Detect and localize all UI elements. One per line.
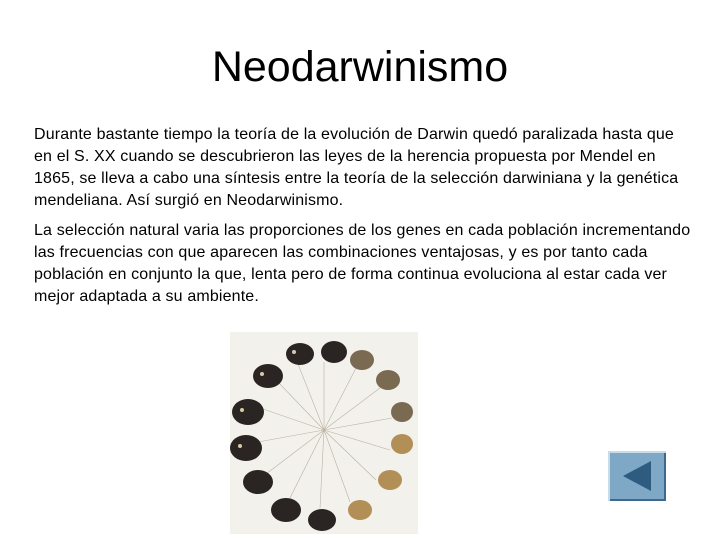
back-button[interactable]	[608, 451, 666, 501]
paragraph-1: Durante bastante tiempo la teoría de la evolución de Darwin quedó paralizada hasta que en el S. XX cuando se descubrieron las leyes de la herencia propuesta por Mendel en 1865, se lleva a cabo una síntesis entre la teoría de la selección darwiniana y la genética mendeliana. Así surgió en Neodarwinismo.	[34, 126, 679, 209]
back-arrow-icon	[608, 451, 666, 501]
paragraph-2: La selección natural varia las proporciones de los genes en cada población incrementando las frecuencias con que aparecen las combinaciones ventajosas, y es por tanto cada población en conjunto la que, lenta pero de forma continua evoluciona al estar cada ver mejor adaptada a su ambiente.	[34, 222, 691, 305]
body-text	[34, 124, 694, 316]
finches-diagram-icon	[230, 332, 418, 534]
slide-title: Neodarwinismo	[211, 43, 509, 91]
darwin-finches-image	[230, 332, 418, 534]
